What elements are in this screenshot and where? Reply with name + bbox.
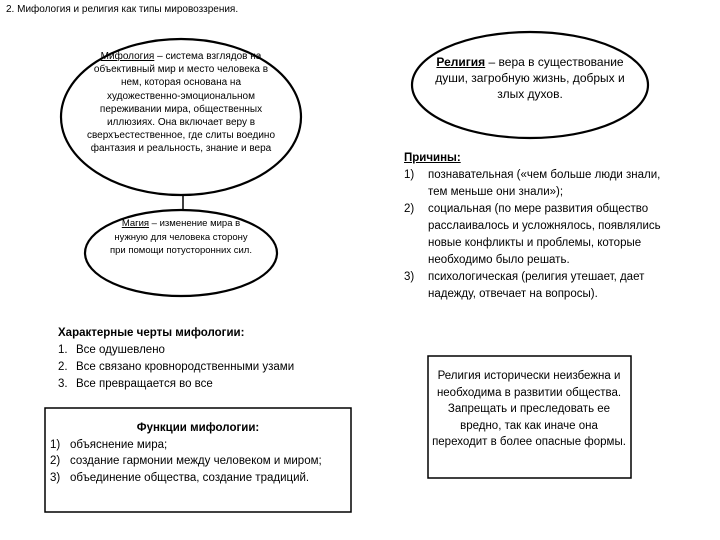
- functions-heading: Функции мифологии:: [136, 422, 260, 434]
- list-item: 3) психологическая (религия утешает, дает надежду, отвечает на вопросы).: [404, 271, 645, 300]
- list-item: 1) объяснение мира;: [50, 438, 168, 451]
- list-item: 1) познавательная («чем больше люди знали, тем меньше они знали»);: [404, 169, 661, 198]
- list-item: 1. Все одушевлено: [58, 344, 165, 356]
- mythology-term: Мифология: [100, 51, 155, 62]
- list-item: 3. Все превращается во все: [58, 378, 213, 390]
- religion-definition: [430, 54, 630, 102]
- traits-heading: Характерные черты мифологии:: [58, 327, 245, 339]
- causes-list: [404, 150, 666, 303]
- causes-heading: Причины:: [404, 152, 461, 164]
- list-item: 2) создание гармонии между человеком и миром;: [50, 455, 322, 467]
- traits-list: [58, 325, 348, 393]
- religion-term: Религия: [436, 55, 486, 69]
- list-item: 2) социальная (по мере развития общество расслаивалось и усложнялось, появлялись новые конфликты и проблемы, которые необходимо было решать.: [404, 203, 661, 266]
- mythology-definition: [86, 50, 276, 156]
- magic-definition: [110, 217, 252, 258]
- list-item: 2. Все связано кровнородственными узами: [58, 361, 295, 373]
- magic-text: – изменение мира в нужную для человека сторону при помощи потусторонних сил.: [110, 218, 252, 256]
- list-item: 3) объединение общества, создание традиций.: [50, 471, 310, 484]
- mythology-text: – система взглядов на объективный мир и место человека в нем, которая основана на художественно-эмоциональном переживании мира, общественных иллюзиях. Она включает веру в сверхъестественное, где слиты воедино фантазия и реальность, знание и вера: [86, 51, 276, 155]
- functions-list: [50, 420, 346, 486]
- religion-text: – вера в существование души, загробную жизнь, добрых и злых духов.: [435, 55, 625, 101]
- page-title: 2. Мифология и религия как типы мировоззрения.: [6, 4, 239, 15]
- religion-note: Религия исторически неизбежна и необходима в развитии общества. Запрещать и преследовать ее вредно, так как иначе она переходит в более опасные формы.: [432, 370, 626, 448]
- magic-term: Магия: [121, 218, 150, 229]
